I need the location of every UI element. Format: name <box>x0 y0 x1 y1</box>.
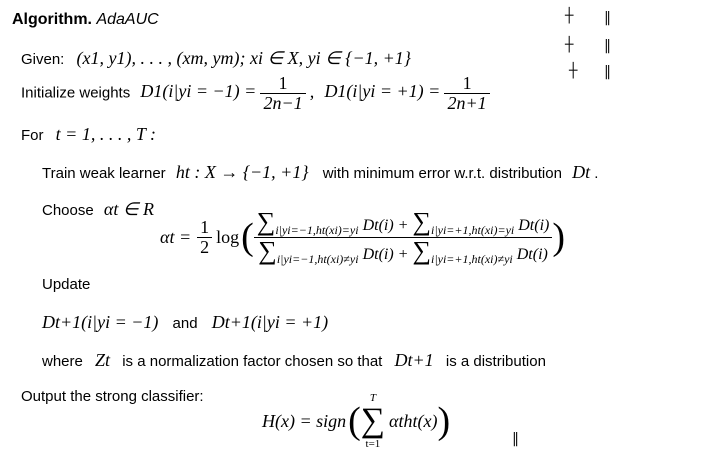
update-formula-neg: Dt+1(i|yi = −1) <box>42 312 159 332</box>
sum-icon: ∑ <box>258 235 277 265</box>
init-separator: , <box>309 81 315 102</box>
cross-mark-icon: ┼ <box>565 8 574 24</box>
output-left-paren: ( <box>348 400 361 443</box>
train-formula: ht : X → {−1, +1} <box>175 162 309 182</box>
right-paren: ) <box>552 216 566 259</box>
sum-icon: ∑ <box>412 207 432 236</box>
given-line <box>21 48 411 69</box>
alpha-lhs: αt = <box>160 226 192 247</box>
tick-mark-icon: ‖ <box>604 10 611 26</box>
init-frac-pos-num: 1 <box>462 73 472 93</box>
update-label: Update <box>42 276 91 293</box>
initialize-label: Initialize weights <box>21 84 131 102</box>
num-sum2-sub: i|yi=+1,ht(xi)=yi <box>431 223 515 237</box>
for-label: For <box>21 127 44 144</box>
init-fraction-pos <box>444 74 489 113</box>
for-formula: t = 1, . . . , T : <box>55 124 156 144</box>
train-distribution: Dt <box>572 162 591 182</box>
train-text-before: Train weak learner <box>42 165 166 182</box>
choose-line <box>42 199 154 220</box>
where-text3: is a distribution <box>445 353 546 370</box>
train-line <box>42 162 598 183</box>
update-and: and <box>172 315 198 332</box>
where-text2: is a normalization factor chosen so that <box>122 353 383 370</box>
init-frac-pos-den: 2n+1 <box>444 93 489 113</box>
half-fraction <box>197 218 212 257</box>
log-ratio <box>254 209 553 265</box>
given-label: Given: <box>21 51 65 68</box>
choose-label: Choose <box>42 202 94 219</box>
tick-mark-icon: ‖ <box>604 38 611 54</box>
left-paren: ( <box>241 216 254 259</box>
train-period: . <box>594 165 599 182</box>
train-text-after: with minimum error w.r.t. distribution <box>322 165 562 182</box>
alpha-formula <box>160 209 565 265</box>
num-sum1-sub: i|yi=−1,ht(xi)=yi <box>275 223 359 237</box>
init-formula-mid: D1(i|yi = +1) = <box>324 81 441 102</box>
tick-mark-icon: ‖ <box>604 64 611 80</box>
heading-label: Algorithm. <box>12 11 92 28</box>
den-term2: Dt(i) <box>516 245 548 263</box>
update-formula-pos: Dt+1(i|yi = +1) <box>211 312 329 332</box>
output-lhs: H(x) = sign <box>262 410 347 431</box>
output-label: Output the strong classifier: <box>21 388 204 405</box>
init-formula-left: D1(i|yi = −1) = <box>140 81 257 102</box>
where-z: Zt <box>95 350 111 370</box>
algorithm-heading <box>12 11 159 29</box>
given-formula: (x1, y1), . . . , (xm, ym); xi ∈ X, yi ∈ {−1, +1} <box>76 48 411 68</box>
init-frac-neg-num: 1 <box>278 73 288 93</box>
cross-mark-icon: ┼ <box>569 63 578 79</box>
den-term1: Dt(i) + <box>362 245 409 263</box>
output-term: αtht(x) <box>389 410 438 431</box>
for-line <box>21 124 156 145</box>
half-den: 2 <box>197 237 212 257</box>
num-term1: Dt(i) + <box>362 217 409 234</box>
tick-mark-icon: ‖ <box>512 431 519 447</box>
output-right-paren: ) <box>437 400 451 443</box>
where-text1: where <box>42 353 83 370</box>
where-line <box>42 350 546 371</box>
den-sum1-sub: i|yi=−1,ht(xi)≠yi <box>276 251 359 266</box>
cross-mark-icon: ┼ <box>565 37 574 53</box>
output-sum-top: T <box>369 392 376 404</box>
sum-icon: ∑ <box>360 402 386 440</box>
log-operator: log <box>216 226 240 247</box>
ratio-numerator <box>254 209 553 237</box>
ratio-denominator <box>254 237 553 266</box>
sum-icon: ∑ <box>412 235 432 265</box>
init-frac-neg-den: 2n−1 <box>260 93 305 113</box>
num-term2: Dt(i) <box>518 217 550 234</box>
output-formula <box>262 392 450 450</box>
output-sum <box>361 392 385 450</box>
den-sum2-sub: i|yi=+1,ht(xi)≠yi <box>431 251 513 266</box>
choose-formula: αt ∈ R <box>103 199 154 219</box>
output-sum-bottom: t=1 <box>365 438 381 451</box>
initialize-line <box>21 74 490 113</box>
init-fraction-neg <box>260 74 305 113</box>
algorithm-name: AdaAUC <box>96 11 159 28</box>
update-line <box>42 312 328 333</box>
where-d: Dt+1 <box>394 350 434 370</box>
half-num: 1 <box>200 216 210 237</box>
sum-icon: ∑ <box>256 207 276 236</box>
